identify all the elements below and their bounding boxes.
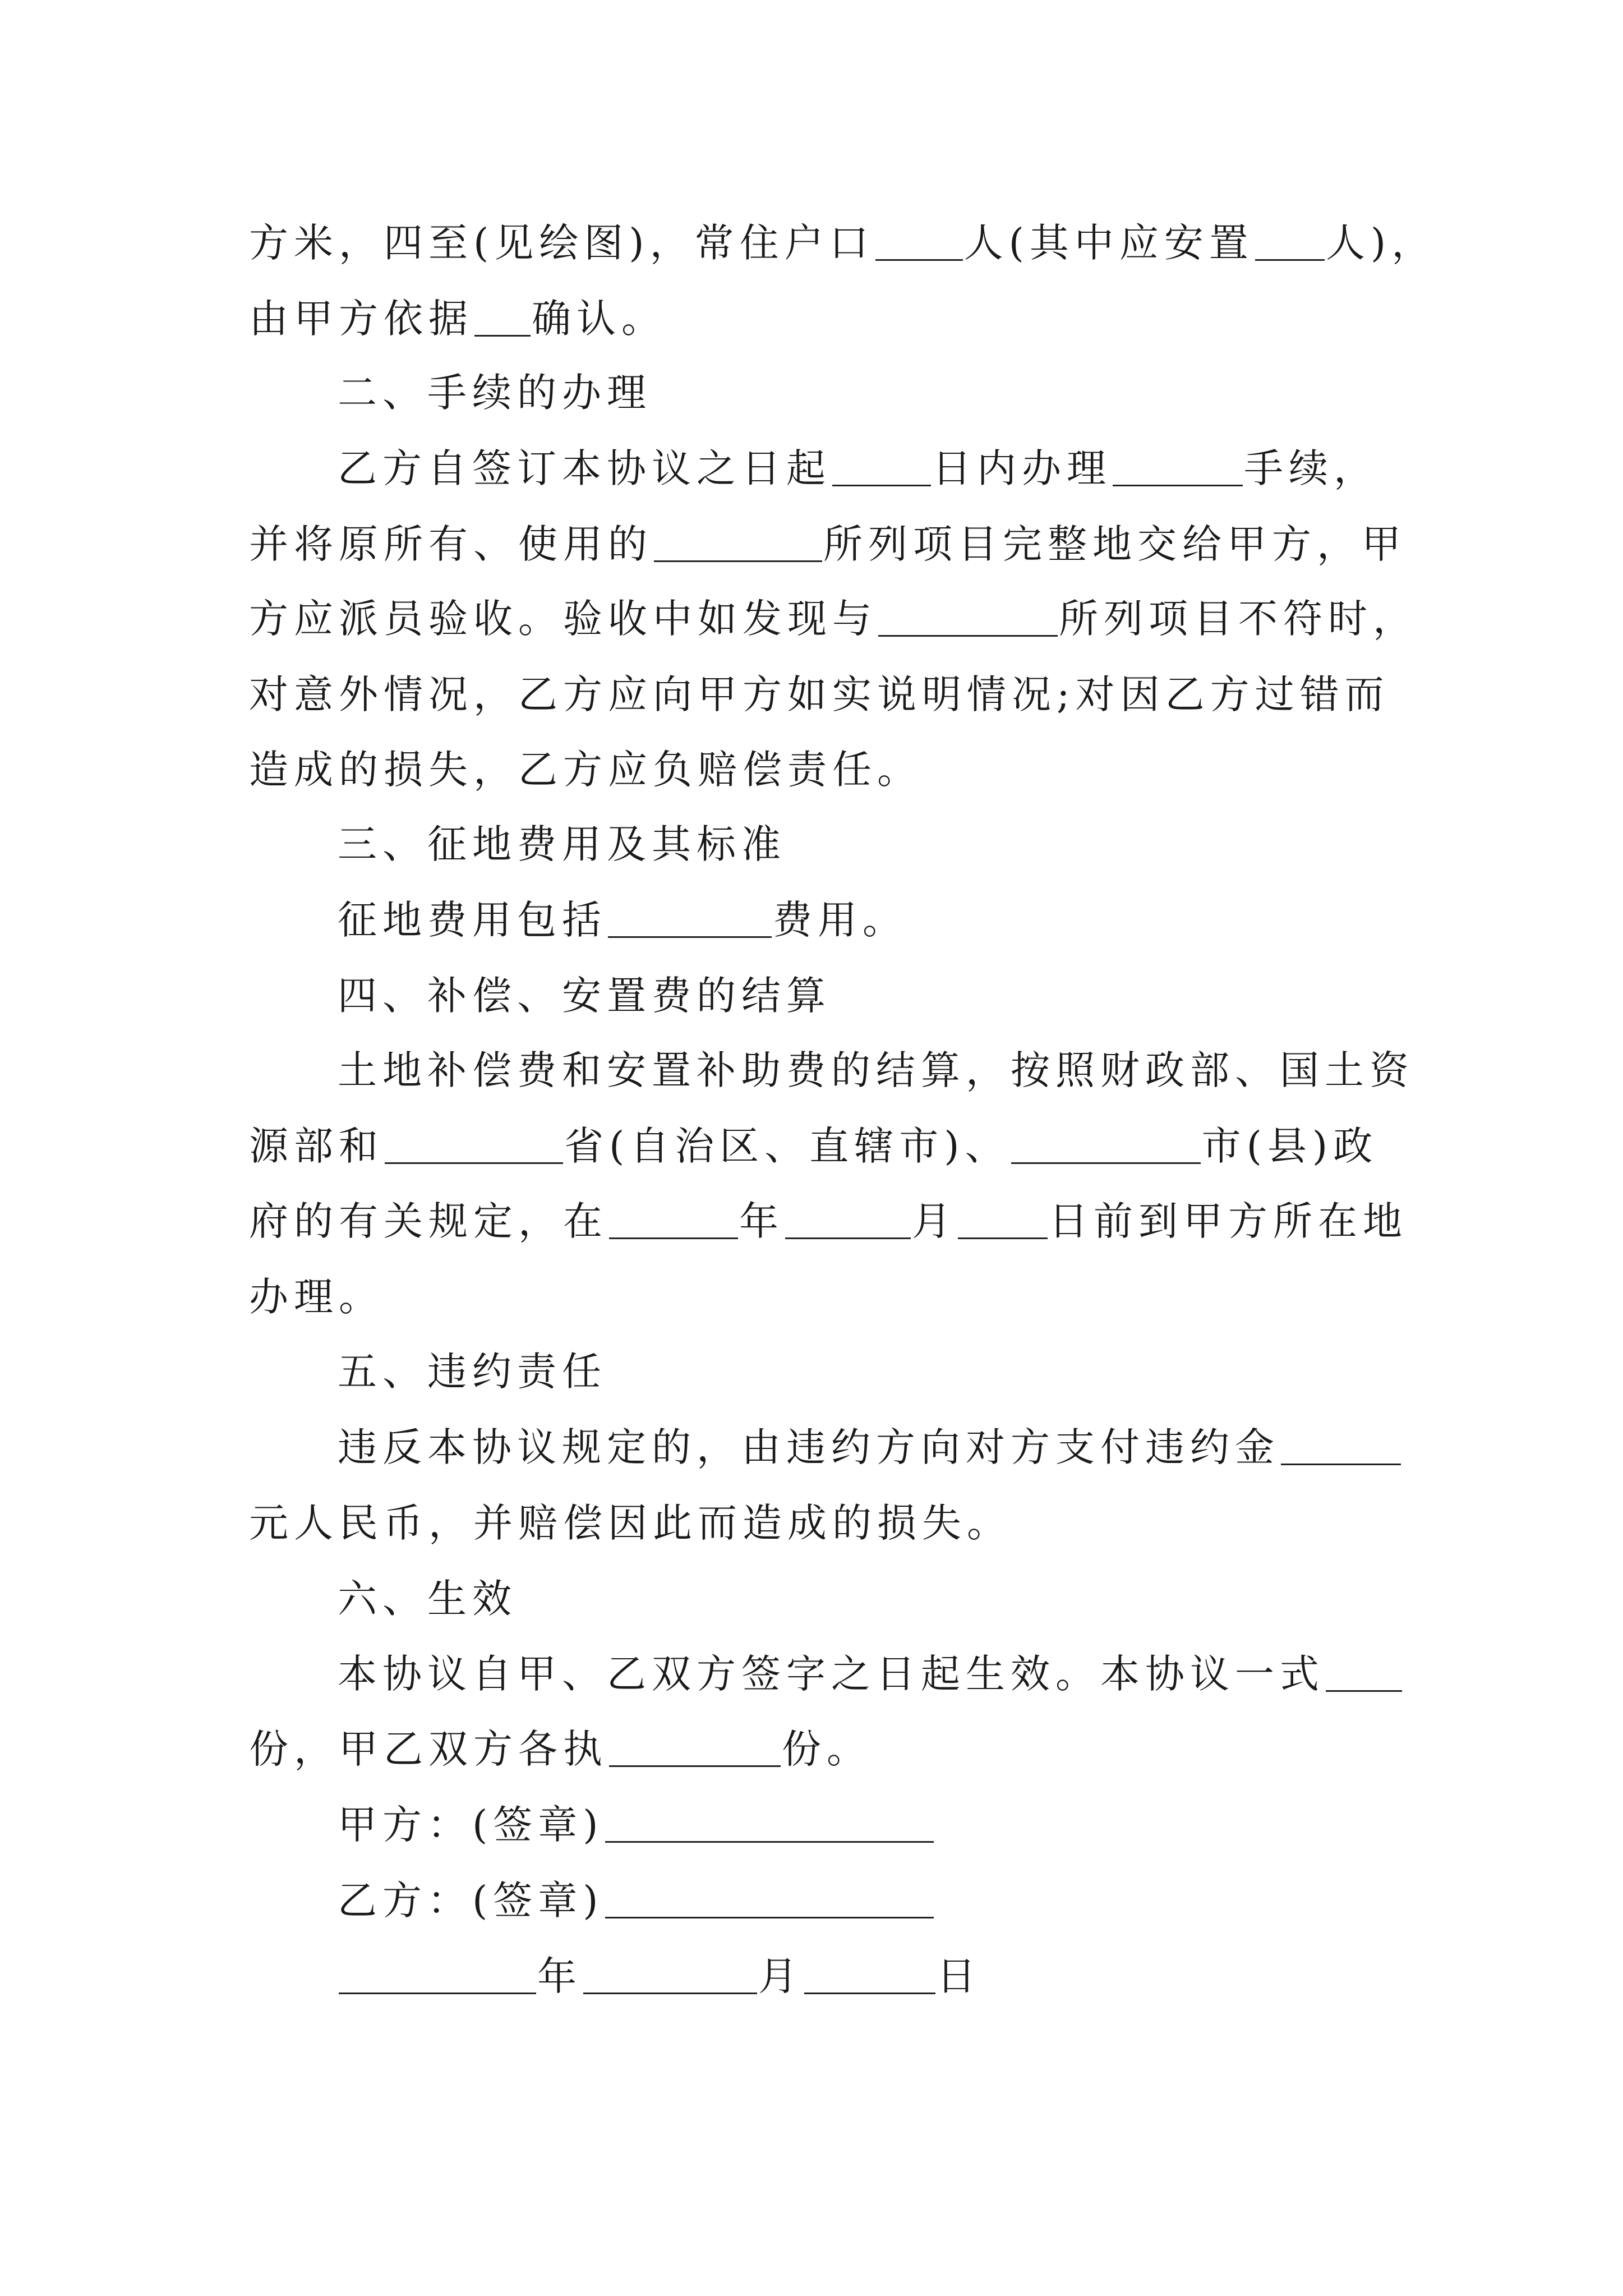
signature-line-party-b xyxy=(338,1872,935,1929)
fill-blank xyxy=(654,560,822,562)
fill-blank xyxy=(804,1993,935,1994)
paragraph-line xyxy=(338,440,1378,496)
fill-blank xyxy=(1281,1464,1401,1465)
text-span: 甲方：(签章) xyxy=(338,1802,604,1848)
fill-blank xyxy=(875,259,963,261)
paragraph-line xyxy=(338,1419,1402,1475)
date-line xyxy=(338,1948,981,2004)
fill-blank xyxy=(605,1917,934,1918)
paragraph-line xyxy=(249,591,1418,647)
text-span: 年 xyxy=(537,1953,582,1999)
paragraph-line xyxy=(249,215,1436,271)
fill-blank xyxy=(609,1237,738,1239)
paragraph-line xyxy=(249,1193,1408,1249)
fill-blank xyxy=(608,936,772,938)
text-span: 月 xyxy=(758,1953,803,1999)
text-span: 方米，四至(见绘图)，常住户口 xyxy=(249,220,874,266)
text-span: 造成的损失，乙方应负赔偿责任。 xyxy=(249,747,922,793)
text-span: 对意外情况，乙方应向甲方如实说明情况;对因乙方过错而 xyxy=(249,671,1390,717)
text-span: 费用。 xyxy=(773,897,907,943)
text-span: 土地补偿费和安置补助费的结算，按照财政部、国土资 xyxy=(338,1047,1414,1093)
fill-blank xyxy=(1113,485,1243,486)
text-span: 所列项目完整地交给甲方，甲 xyxy=(823,521,1407,567)
section-heading xyxy=(338,365,652,421)
fill-blank xyxy=(785,1237,911,1239)
fill-blank xyxy=(878,635,1058,637)
text-span: 违反本协议规定的，由违约方向对方支付违约金 xyxy=(338,1424,1280,1470)
paragraph-line xyxy=(249,1118,1378,1174)
text-span: 年 xyxy=(739,1198,784,1244)
text-span: 人(其中应安置 xyxy=(963,220,1254,266)
fill-blank xyxy=(474,335,531,337)
heading-text: 四、补偿、安置费的结算 xyxy=(338,973,831,1019)
text-span: 方应派员验收。验收中如发现与 xyxy=(249,596,877,642)
text-span: 省(自治区、直辖市)、 xyxy=(564,1123,1010,1169)
fill-blank xyxy=(583,1993,757,1994)
text-span: 手续， xyxy=(1244,445,1378,491)
paragraph-line xyxy=(249,1721,872,1777)
fill-blank xyxy=(1011,1162,1201,1164)
text-span: 人)， xyxy=(1325,220,1437,266)
section-heading xyxy=(338,1571,517,1627)
paragraph-line xyxy=(249,1269,384,1325)
paragraph-line xyxy=(249,516,1407,572)
fill-blank xyxy=(958,1237,1048,1239)
text-span: 由甲方依据 xyxy=(249,296,473,342)
heading-text: 二、手续的办理 xyxy=(338,370,652,416)
text-span: 办理。 xyxy=(249,1274,384,1320)
paragraph-line xyxy=(338,1042,1414,1098)
section-heading xyxy=(338,816,786,872)
fill-blank xyxy=(1255,259,1325,261)
heading-text: 三、征地费用及其标准 xyxy=(338,821,786,867)
heading-text: 五、违约责任 xyxy=(338,1349,607,1395)
paragraph-line xyxy=(249,742,922,798)
paragraph-line xyxy=(249,291,666,347)
text-span: 乙方自签订本协议之日起 xyxy=(338,445,831,491)
signature-line-party-a xyxy=(338,1797,935,1853)
paragraph-line xyxy=(338,892,907,948)
text-span: 元人民币，并赔偿因此而造成的损失。 xyxy=(249,1500,1012,1546)
fill-blank xyxy=(385,1162,563,1164)
text-span: 月 xyxy=(912,1198,957,1244)
fill-blank xyxy=(832,485,931,486)
paragraph-line xyxy=(249,1495,1012,1551)
text-span: 源部和 xyxy=(249,1123,384,1169)
text-span: 本协议自甲、乙双方签字之日起生效。本协议一式 xyxy=(338,1651,1325,1697)
text-span: 日 xyxy=(937,1953,981,1999)
section-heading xyxy=(338,1343,607,1400)
text-span: 份。 xyxy=(782,1726,872,1772)
heading-text: 六、生效 xyxy=(338,1576,517,1622)
fill-blank xyxy=(339,1993,536,1994)
text-span: 日前到甲方所在地 xyxy=(1049,1198,1408,1244)
text-span: 所列项目不符时， xyxy=(1059,596,1418,642)
text-span: 并将原所有、使用的 xyxy=(249,521,653,567)
fill-blank xyxy=(609,1765,781,1767)
text-span: 府的有关规定，在 xyxy=(249,1198,608,1244)
text-span: 份，甲乙双方各执 xyxy=(249,1726,608,1772)
section-heading xyxy=(338,968,831,1024)
fill-blank xyxy=(605,1841,934,1843)
text-span: 市(县)政 xyxy=(1201,1123,1378,1169)
text-span: 乙方：(签章) xyxy=(338,1878,604,1924)
text-span: 确认。 xyxy=(532,296,666,342)
text-span: 征地费用包括 xyxy=(338,897,607,943)
text-span: 日内办理 xyxy=(932,445,1112,491)
fill-blank xyxy=(1326,1690,1402,1692)
paragraph-line xyxy=(249,666,1390,723)
paragraph-line xyxy=(338,1646,1403,1702)
